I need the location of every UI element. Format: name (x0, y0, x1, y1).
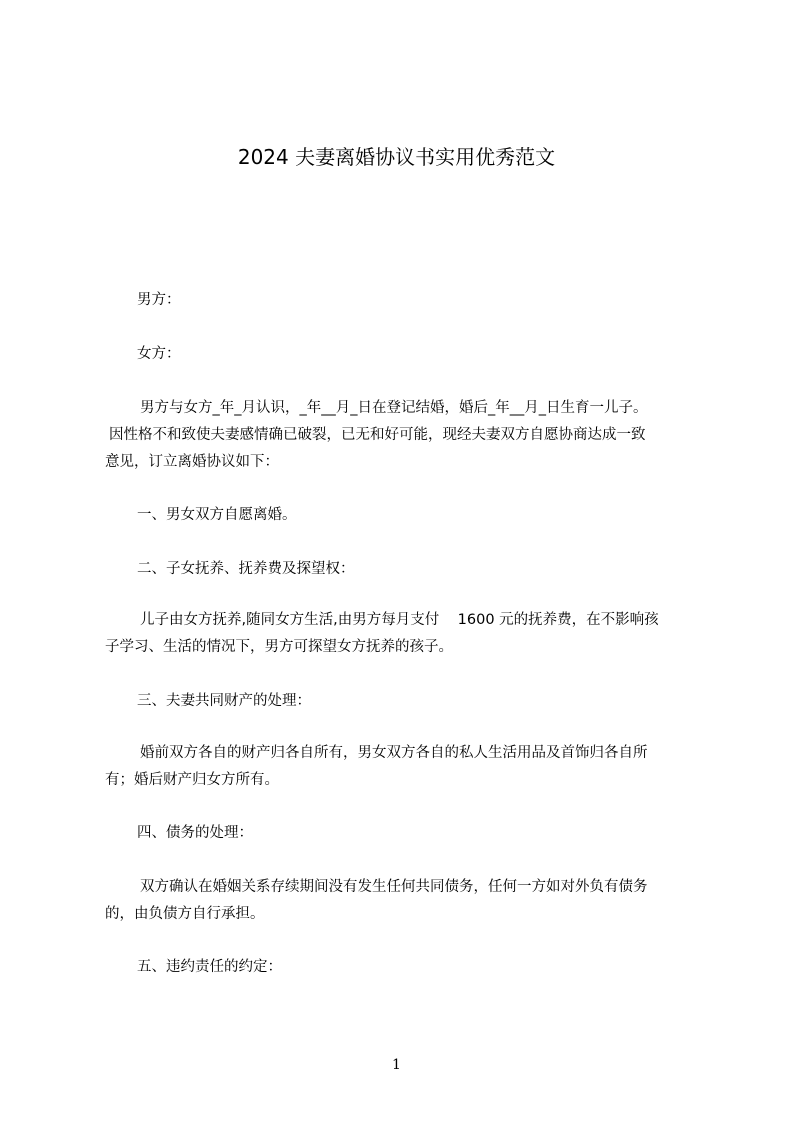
section-3-heading: 三、夫妻共同财产的处理： (137, 693, 311, 709)
section-1-heading: 一、男女双方自愿离婚。 (137, 507, 297, 523)
intro-line-3: 意见，订立离婚协议如下： (105, 454, 279, 470)
section-2-heading: 二、子女抚养、抚养费及探望权： (137, 561, 355, 577)
debt-line-1: 双方确认在婚姻关系存续期间没有发生任何共同债务，任何一方如对外负有债务 (140, 879, 648, 895)
property-line-1: 婚前双方各自的财产归各自所有，男女双方各自的私人生活用品及首饰归各自所 (140, 745, 648, 761)
document-title: 2024 夫妻离婚协议书实用优秀范文 (237, 145, 556, 169)
custody-paragraph (105, 607, 711, 661)
intro-line-1: 男方与女方_年_月认识，_年__月_日在登记结婚，婚后_年__月_日生育一儿子。 (140, 400, 648, 416)
section-5-heading: 五、违约责任的约定： (137, 959, 282, 975)
custody-line-1: 儿子由女方抚养,随同女方生活,由男方每月支付 1600 元的抚养费，在不影响孩 (140, 612, 659, 628)
debt-line-2: 的，由负债方自行承担。 (105, 906, 265, 922)
debt-paragraph (105, 874, 711, 928)
property-paragraph (105, 740, 711, 794)
section-4-heading: 四、债务的处理： (137, 825, 253, 841)
intro-line-2: 因性格不和致使夫妻感情确已破裂，已无和好可能，现经夫妻双方自愿协商达成一致 (109, 427, 646, 443)
intro-paragraph (105, 395, 711, 476)
page-number: 1 (392, 1057, 401, 1073)
male-party-line: 男方： (137, 292, 181, 308)
female-party-line: 女方： (137, 346, 181, 362)
property-line-2: 有；婚后财产归女方所有。 (105, 772, 279, 788)
custody-line-2: 子学习、生活的情况下，男方可探望女方抚养的孩子。 (105, 639, 453, 655)
